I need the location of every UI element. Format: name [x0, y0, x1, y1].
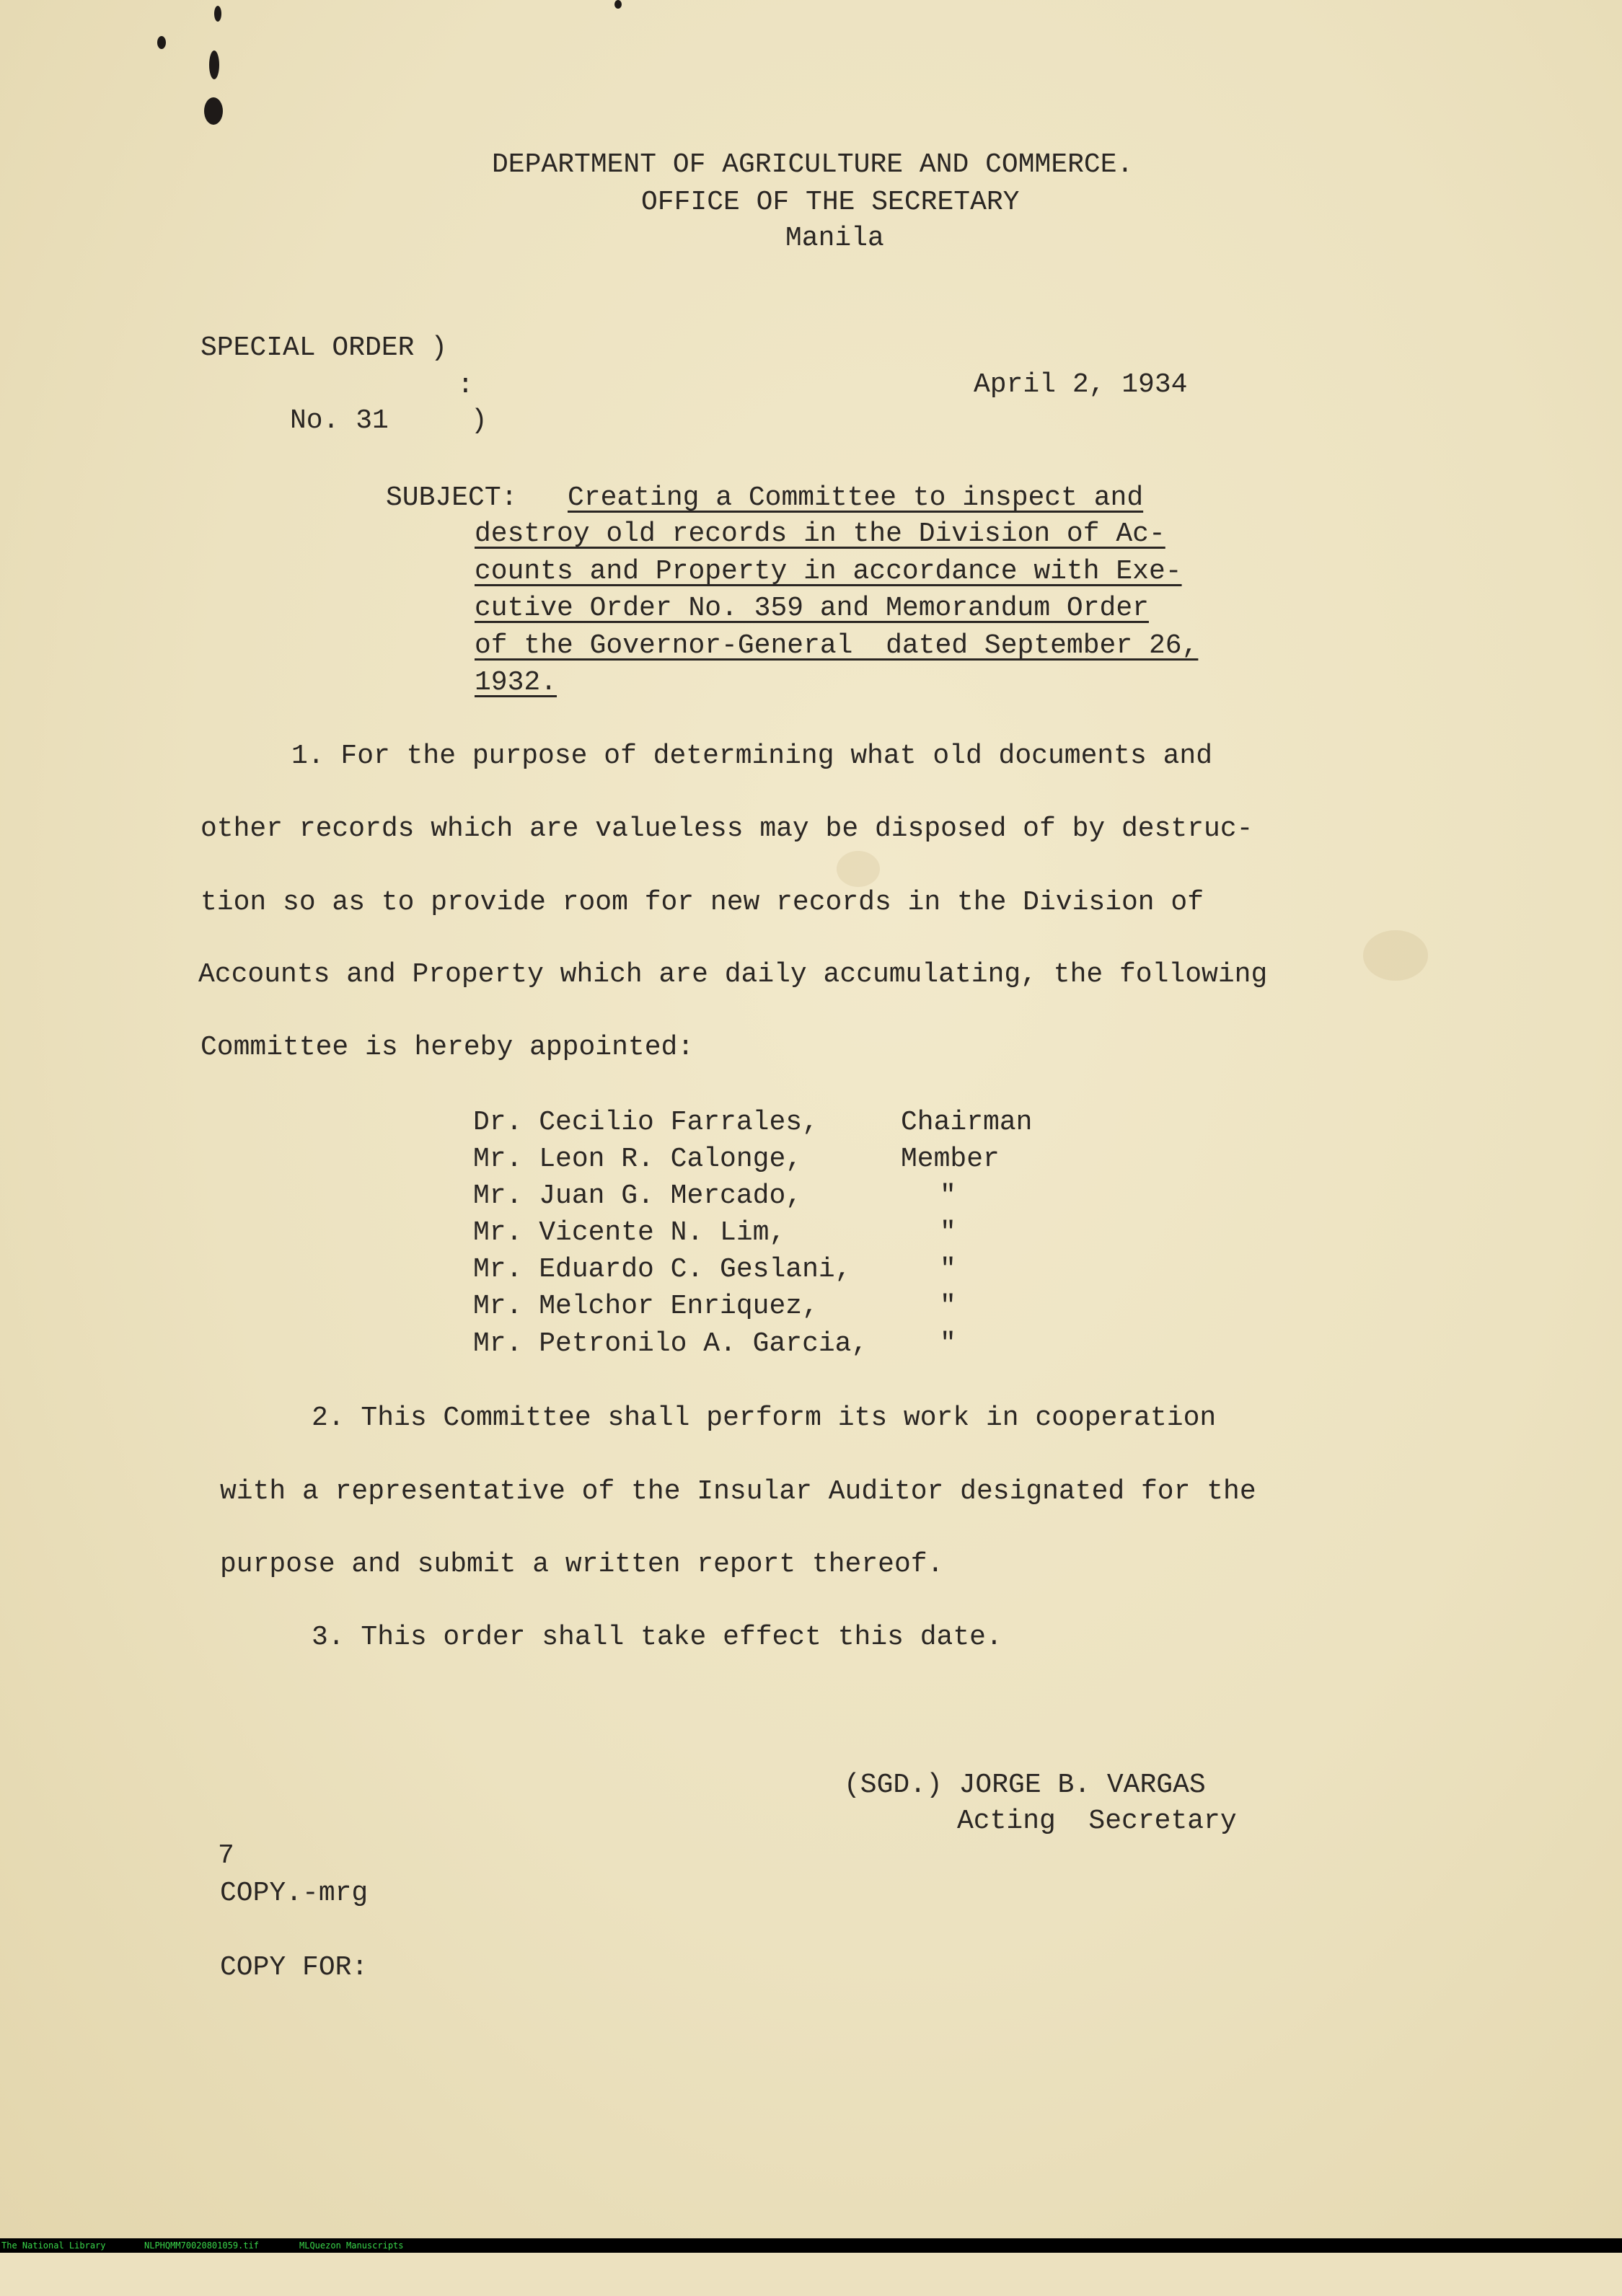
- paragraph-3: 3. This order shall take effect this date.: [312, 1622, 1002, 1653]
- paper-stain: [837, 851, 880, 887]
- ink-blot: [214, 6, 221, 22]
- committee-member-role: ": [940, 1217, 956, 1248]
- signature-title: Acting Secretary: [957, 1806, 1237, 1837]
- committee-member-name: Mr. Petronilo A. Garcia,: [473, 1328, 868, 1359]
- committee-member-name: Mr. Juan G. Mercado,: [473, 1180, 803, 1211]
- letterhead-city: Manila: [785, 223, 884, 254]
- committee-member-role: ": [940, 1180, 956, 1211]
- letterhead-department: DEPARTMENT OF AGRICULTURE AND COMMERCE.: [492, 149, 1134, 180]
- ink-blot: [209, 50, 219, 79]
- subject-line: Creating a Committee to inspect and: [568, 482, 1144, 513]
- letterhead-office: OFFICE OF THE SECRETARY: [641, 187, 1020, 218]
- subject-line: counts and Property in accordance with Exe-: [475, 556, 1182, 587]
- paragraph-1-line: Committee is hereby appointed:: [200, 1032, 695, 1063]
- committee-member-name: Dr. Cecilio Farrales,: [473, 1107, 819, 1138]
- order-date: April 2, 1934: [974, 369, 1188, 400]
- paragraph-1-line: Accounts and Property which are daily accumulating, the following: [198, 959, 1268, 990]
- committee-member-name: Mr. Melchor Enriquez,: [473, 1291, 819, 1322]
- footer-collection: MLQuezon Manuscripts: [299, 2240, 404, 2251]
- subject-line: cutive Order No. 359 and Memorandum Order: [475, 593, 1149, 624]
- ink-blot: [204, 97, 223, 125]
- special-order-number: No. 31 ): [290, 405, 488, 436]
- paragraph-1-line: 1. For the purpose of determining what old documents and: [291, 741, 1213, 772]
- committee-member-name: Mr. Leon R. Calonge,: [473, 1144, 803, 1175]
- committee-member-role: Member: [901, 1144, 1000, 1175]
- ink-blot: [614, 0, 622, 9]
- footer-filename: NLPHQMM70020801059.tif: [144, 2240, 259, 2251]
- subject-line: 1932.: [475, 667, 557, 698]
- signature-name: (SGD.) JORGE B. VARGAS: [844, 1770, 1206, 1801]
- paper-stain: [1363, 930, 1428, 981]
- subject-line: of the Governor-General dated September 26,: [475, 630, 1199, 661]
- committee-member-name: Mr. Vicente N. Lim,: [473, 1217, 786, 1248]
- subject-line: destroy old records in the Division of Ac-: [475, 518, 1165, 549]
- committee-member-role: ": [940, 1291, 956, 1322]
- subject-label: SUBJECT:: [386, 482, 518, 513]
- committee-member-name: Mr. Eduardo C. Geslani,: [473, 1254, 852, 1285]
- paragraph-2-line: purpose and submit a written report thereof.: [220, 1549, 944, 1580]
- committee-member-role: ": [940, 1254, 956, 1285]
- special-order-colon: :: [457, 370, 474, 401]
- ink-blot: [157, 36, 166, 49]
- committee-member-role: Chairman: [901, 1107, 1033, 1138]
- paragraph-2-line: 2. This Committee shall perform its work in cooperation: [312, 1403, 1217, 1434]
- paragraph-1-line: tion so as to provide room for new records in the Division of: [200, 887, 1204, 918]
- copy-initials: COPY.-mrg: [220, 1878, 369, 1909]
- special-order-label: SPECIAL ORDER ): [200, 332, 448, 363]
- archive-footer: [0, 2238, 1622, 2253]
- paragraph-2-line: with a representative of the Insular Auditor designated for the: [220, 1476, 1256, 1507]
- paragraph-1-line: other records which are valueless may be disposed of by destruc-: [200, 813, 1253, 844]
- page-number: 7: [218, 1840, 234, 1871]
- footer-library: The National Library: [1, 2240, 106, 2251]
- copy-for: COPY FOR:: [220, 1952, 369, 1983]
- committee-member-role: ": [940, 1328, 956, 1359]
